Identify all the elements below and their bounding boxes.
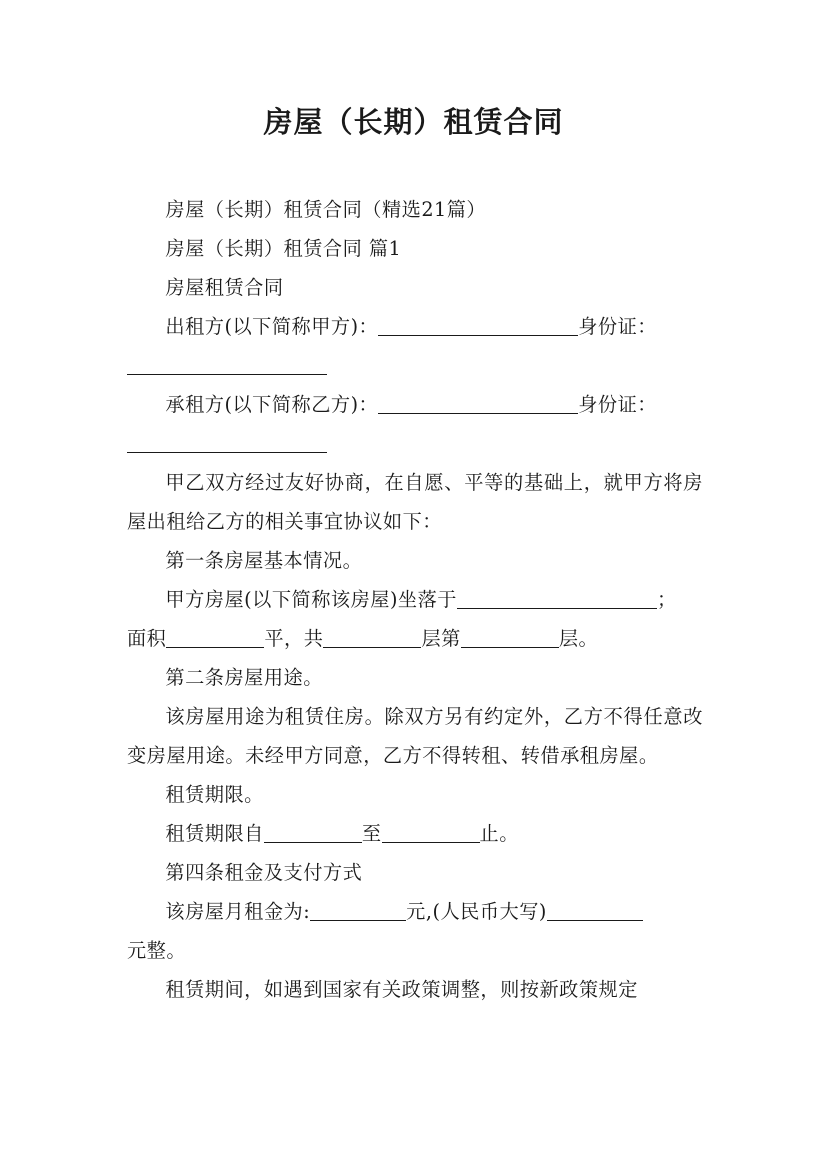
floor-suffix: 层。 — [558, 627, 599, 650]
paragraph-article-2: 第二条房屋用途。 — [165, 666, 323, 689]
paragraph-contract-name: 房屋租赁合同 — [165, 276, 284, 299]
term-start-blank — [264, 823, 362, 843]
lessor-name-blank — [378, 316, 578, 336]
floor-blank — [461, 628, 559, 648]
rent-amount-blank — [310, 901, 406, 921]
total-floors-label: 平，共 — [264, 627, 324, 650]
lessee-label: 承租方(以下简称乙方)： — [165, 393, 379, 416]
lessee-id-blank — [127, 433, 327, 453]
total-floors-blank — [323, 628, 421, 648]
term-end-suffix: 止。 — [479, 822, 519, 845]
paragraph-property-area — [127, 619, 703, 658]
lessee-name-blank — [378, 394, 578, 414]
paragraph-policy-adjustment: 租赁期间，如遇到国家有关政策调整，则按新政策规定 — [165, 978, 638, 1001]
lessor-id-blank — [127, 355, 327, 375]
location-semicolon: ； — [657, 588, 677, 611]
paragraph-property-location — [127, 580, 703, 619]
term-to-label: 至 — [361, 822, 382, 845]
paragraph-article-1: 第一条房屋基本情况。 — [165, 549, 363, 572]
term-end-blank — [382, 823, 480, 843]
paragraph-lease-term — [127, 814, 703, 853]
document-title: 房屋（长期）租赁合同 — [263, 105, 564, 139]
paragraph-lessee-id-line — [127, 424, 703, 463]
lessor-label: 出租方(以下简称甲方)： — [165, 315, 379, 338]
rent-capital-label: 元,(人民币大写) — [406, 900, 547, 923]
paragraph-lessor-id-line — [127, 346, 703, 385]
paragraph-lessor — [127, 307, 703, 346]
area-blank — [166, 628, 264, 648]
paragraph-rent-suffix: 元整。 — [127, 939, 187, 962]
area-label: 面积 — [127, 627, 167, 650]
paragraph-lease-term-heading: 租赁期限。 — [165, 783, 264, 806]
paragraph-collection-title: 房屋（长期）租赁合同（精选21篇） — [165, 198, 487, 221]
location-label: 甲方房屋(以下简称该房屋)坐落于 — [165, 588, 457, 611]
location-blank — [457, 589, 657, 609]
paragraph-usage: 该房屋用途为租赁住房。除双方另有约定外，乙方不得任意改变房屋用途。未经甲方同意，乙方不得转租、转借承租房屋。 — [127, 705, 703, 767]
lessor-id-label: 身份证： — [578, 315, 657, 338]
paragraph-agreement-intro: 甲乙双方经过友好协商，在自愿、平等的基础上，就甲方将房屋出租给乙方的相关事宜协议如下： — [127, 471, 703, 533]
lessee-id-label: 身份证： — [578, 393, 657, 416]
rent-capital-blank — [547, 901, 643, 921]
term-from-label: 租赁期限自 — [165, 822, 264, 845]
floor-label: 层第 — [421, 627, 461, 650]
paragraph-lessee — [127, 385, 703, 424]
paragraph-rent — [127, 892, 703, 931]
paragraph-article-4: 第四条租金及支付方式 — [165, 861, 363, 884]
document-body — [127, 190, 703, 1009]
paragraph-section-heading: 房屋（长期）租赁合同 篇1 — [165, 237, 402, 260]
rent-label: 该房屋月租金为: — [165, 900, 311, 923]
